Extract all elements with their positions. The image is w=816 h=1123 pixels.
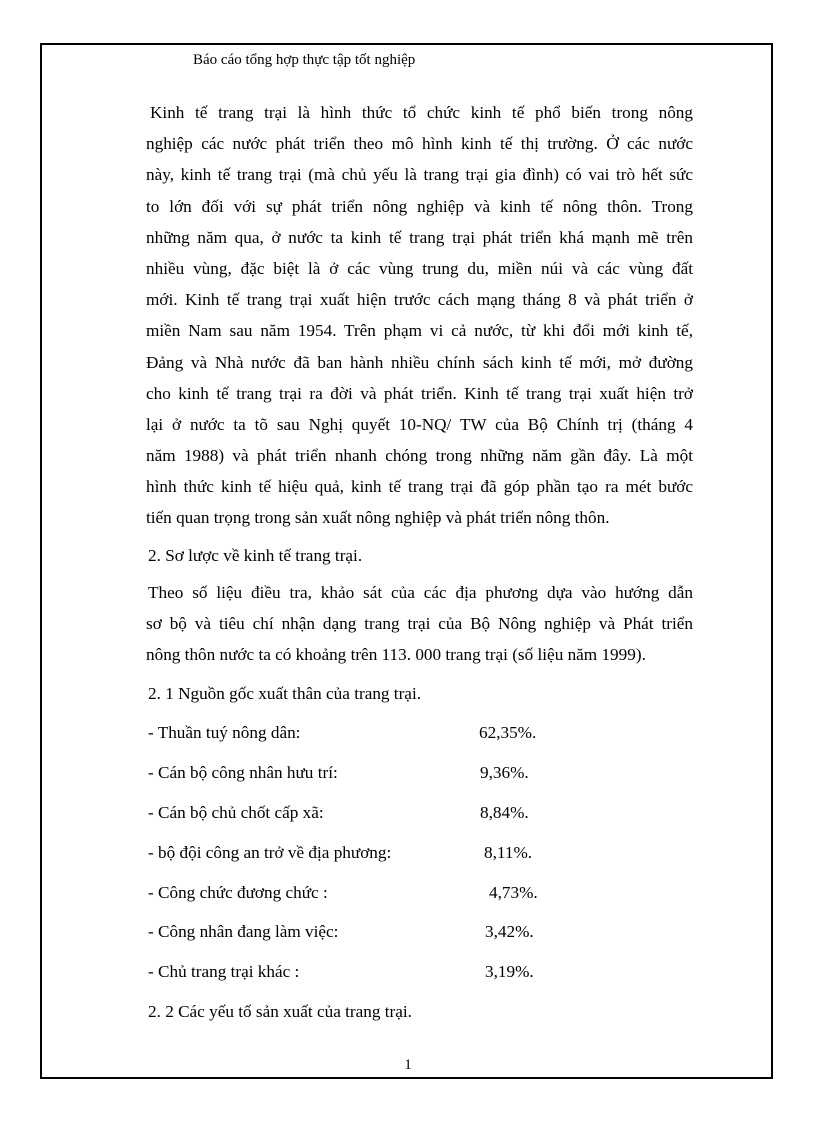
stat-label: - Công nhân đang làm việc: xyxy=(148,922,339,942)
page-header: Báo cáo tổng hợp thực tập tốt nghiệp xyxy=(193,52,416,68)
list-item xyxy=(148,916,693,947)
page-number: 1 xyxy=(404,1057,412,1073)
paragraph-line: cho kinh tế trang trại ra đời và phát triển. Kinh tế trang trại xuất hiện trở xyxy=(146,383,693,403)
stat-value: 4,73%. xyxy=(489,882,538,902)
paragraph-line: Đảng và Nhà nước đã ban hành nhiều chính sách kinh tế mới, mở đường xyxy=(146,352,693,372)
stat-value: 8,84%. xyxy=(480,802,529,822)
stat-label: - bộ đội công an trở về địa phương: xyxy=(148,842,392,862)
stat-value: 3,42%. xyxy=(485,922,534,942)
paragraph-line: sơ bộ và tiêu chí nhận dạng trang trại của Bộ Nông nghiệp và Phát triển xyxy=(146,614,693,633)
subsection-heading: 2. 2 Các yếu tố sản xuất của trang trại. xyxy=(148,1001,412,1021)
stat-label: - Chủ trang trại khác : xyxy=(148,962,300,982)
paragraph-line: nông thôn nước ta có khoảng trên 113. 000 trang trại (số liệu năm 1999). xyxy=(146,645,646,665)
paragraph-line: nghiệp các nước phát triển theo mô hình kinh tế thị trường. Ở các nước xyxy=(146,134,693,154)
paragraph-line: miền Nam sau năm 1954. Trên phạm vi cả nước, từ khi đổi mới kinh tế, xyxy=(146,321,693,341)
paragraph-line: tiến quan trọng trong sản xuất nông nghiệp và phát triển nông thôn. xyxy=(146,508,610,528)
paragraph-survey xyxy=(148,577,693,671)
paragraph-line: lại ở nước ta tõ sau Nghị quyết 10-NQ/ TW của Bộ Chính trị (tháng 4 xyxy=(146,414,693,434)
paragraph-line: to lớn đối với sự phát triển nông nghiệp và kinh tế nông thôn. Trong xyxy=(146,196,693,216)
section-heading: 2. Sơ lược về kinh tế trang trại. xyxy=(148,545,363,565)
stat-label: - Công chức đương chức : xyxy=(148,882,328,902)
list-item xyxy=(148,757,693,788)
list-item xyxy=(148,956,693,987)
stat-value: 62,35%. xyxy=(479,722,537,742)
stat-label: - Cán bộ công nhân hưu trí: xyxy=(148,762,338,782)
paragraph-line: năm 1988) và phát triển nhanh chóng trong những năm gần đây. Là một xyxy=(146,446,693,466)
stat-label: - Cán bộ chủ chốt cấp xã: xyxy=(148,802,324,822)
paragraph-line: Theo số liệu điều tra, khảo sát của các địa phương dựa vào hướng dẫn xyxy=(148,582,693,602)
paragraph-line: nhiều vùng, đặc biệt là ở các vùng trung du, miền núi và các vùng đất xyxy=(146,258,693,278)
list-item xyxy=(148,837,693,868)
list-item xyxy=(148,877,693,908)
stat-value: 8,11%. xyxy=(484,842,533,862)
stat-value: 9,36%. xyxy=(480,762,529,782)
stat-label: - Thuần tuý nông dân: xyxy=(148,722,301,742)
stat-value: 3,19%. xyxy=(485,962,534,982)
paragraph-line: những năm qua, ở nước ta kinh tế trang trại phát triển khá mạnh mẽ trên xyxy=(146,227,693,247)
list-item xyxy=(148,717,693,748)
paragraph-intro xyxy=(148,97,693,534)
origin-stats-list xyxy=(148,717,693,988)
subsection-heading: 2. 1 Nguồn gốc xuất thân của trang trại. xyxy=(148,684,422,704)
document-body xyxy=(148,97,693,1027)
list-item xyxy=(148,797,693,828)
paragraph-line: mới. Kinh tế trang trại xuất hiện trước cách mạng tháng 8 và phát triển ở xyxy=(146,290,693,310)
paragraph-line: Kinh tế trang trại là hình thức tổ chức kinh tế phổ biến trong nông xyxy=(150,103,693,122)
paragraph-line: hình thức kinh tế hiệu quả, kinh tế trang trại đã góp phần tạo ra mét bước xyxy=(146,477,693,497)
paragraph-line: này, kinh tế trang trại (mà chủ yếu là trang trại gia đình) có vai trò hết sức xyxy=(146,165,693,185)
